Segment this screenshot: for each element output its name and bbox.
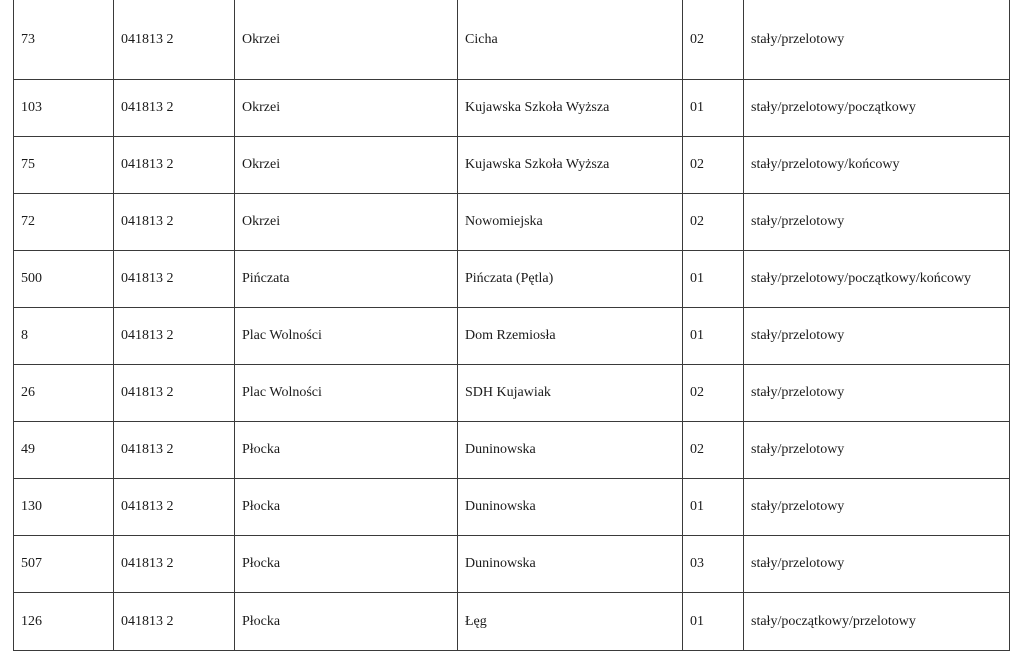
stop-type-cell: stały/przelotowy: [744, 308, 1010, 365]
stop-number-cell: 02: [683, 0, 744, 80]
table-row: [14, 137, 1010, 194]
area-code-cell: 041813 2: [114, 80, 235, 137]
stop-number-cell: 01: [683, 593, 744, 651]
stop-type-cell: stały/przelotowy: [744, 536, 1010, 593]
area-code-cell: 041813 2: [114, 536, 235, 593]
stop-name-cell: Dom Rzemiosła: [458, 308, 683, 365]
street-cell: Pińczata: [235, 251, 458, 308]
stop-number-cell: 02: [683, 422, 744, 479]
stop-id-cell: 73: [14, 0, 114, 80]
stop-name-cell: SDH Kujawiak: [458, 365, 683, 422]
table-row: [14, 422, 1010, 479]
stop-type-cell: stały/początkowy/przelotowy: [744, 593, 1010, 651]
stop-name-cell: Cicha: [458, 0, 683, 80]
table-row: [14, 536, 1010, 593]
stop-type-cell: stały/przelotowy: [744, 194, 1010, 251]
street-cell: Okrzei: [235, 0, 458, 80]
table-row: [14, 80, 1010, 137]
stop-id-cell: 8: [14, 308, 114, 365]
stop-number-cell: 01: [683, 80, 744, 137]
street-cell: Płocka: [235, 479, 458, 536]
stop-number-cell: 02: [683, 137, 744, 194]
area-code-cell: 041813 2: [114, 479, 235, 536]
street-cell: Okrzei: [235, 80, 458, 137]
stop-type-cell: stały/przelotowy: [744, 365, 1010, 422]
street-cell: Płocka: [235, 593, 458, 651]
stop-number-cell: 03: [683, 536, 744, 593]
stop-id-cell: 130: [14, 479, 114, 536]
street-cell: Okrzei: [235, 194, 458, 251]
table-row: [14, 593, 1010, 651]
stop-type-cell: stały/przelotowy: [744, 0, 1010, 80]
table-row: [14, 308, 1010, 365]
street-cell: Płocka: [235, 536, 458, 593]
stop-id-cell: 126: [14, 593, 114, 651]
stop-id-cell: 507: [14, 536, 114, 593]
street-cell: Płocka: [235, 422, 458, 479]
stop-type-cell: stały/przelotowy/początkowy/końcowy: [744, 251, 1010, 308]
stop-name-cell: Nowomiejska: [458, 194, 683, 251]
stop-type-cell: stały/przelotowy/początkowy: [744, 80, 1010, 137]
stop-number-cell: 02: [683, 194, 744, 251]
area-code-cell: 041813 2: [114, 0, 235, 80]
stop-number-cell: 01: [683, 308, 744, 365]
stop-name-cell: Pińczata (Pętla): [458, 251, 683, 308]
stop-id-cell: 26: [14, 365, 114, 422]
area-code-cell: 041813 2: [114, 422, 235, 479]
stop-id-cell: 500: [14, 251, 114, 308]
table-row: [14, 0, 1010, 80]
stop-id-cell: 75: [14, 137, 114, 194]
stop-name-cell: Kujawska Szkoła Wyższa: [458, 80, 683, 137]
stop-id-cell: 49: [14, 422, 114, 479]
stop-name-cell: Kujawska Szkoła Wyższa: [458, 137, 683, 194]
stop-type-cell: stały/przelotowy/końcowy: [744, 137, 1010, 194]
stop-number-cell: 01: [683, 479, 744, 536]
area-code-cell: 041813 2: [114, 251, 235, 308]
stop-name-cell: Duninowska: [458, 536, 683, 593]
stop-type-cell: stały/przelotowy: [744, 422, 1010, 479]
stop-number-cell: 01: [683, 251, 744, 308]
street-cell: Plac Wolności: [235, 365, 458, 422]
stop-id-cell: 72: [14, 194, 114, 251]
table-row: [14, 251, 1010, 308]
stop-id-cell: 103: [14, 80, 114, 137]
area-code-cell: 041813 2: [114, 137, 235, 194]
street-cell: Plac Wolności: [235, 308, 458, 365]
table-row: [14, 365, 1010, 422]
street-cell: Okrzei: [235, 137, 458, 194]
area-code-cell: 041813 2: [114, 194, 235, 251]
table-row: [14, 194, 1010, 251]
stop-number-cell: 02: [683, 365, 744, 422]
area-code-cell: 041813 2: [114, 593, 235, 651]
area-code-cell: 041813 2: [114, 308, 235, 365]
stop-type-cell: stały/przelotowy: [744, 479, 1010, 536]
area-code-cell: 041813 2: [114, 365, 235, 422]
stop-name-cell: Duninowska: [458, 479, 683, 536]
bus-stops-table: [13, 0, 1010, 651]
table-row: [14, 479, 1010, 536]
stop-name-cell: Łęg: [458, 593, 683, 651]
stop-name-cell: Duninowska: [458, 422, 683, 479]
